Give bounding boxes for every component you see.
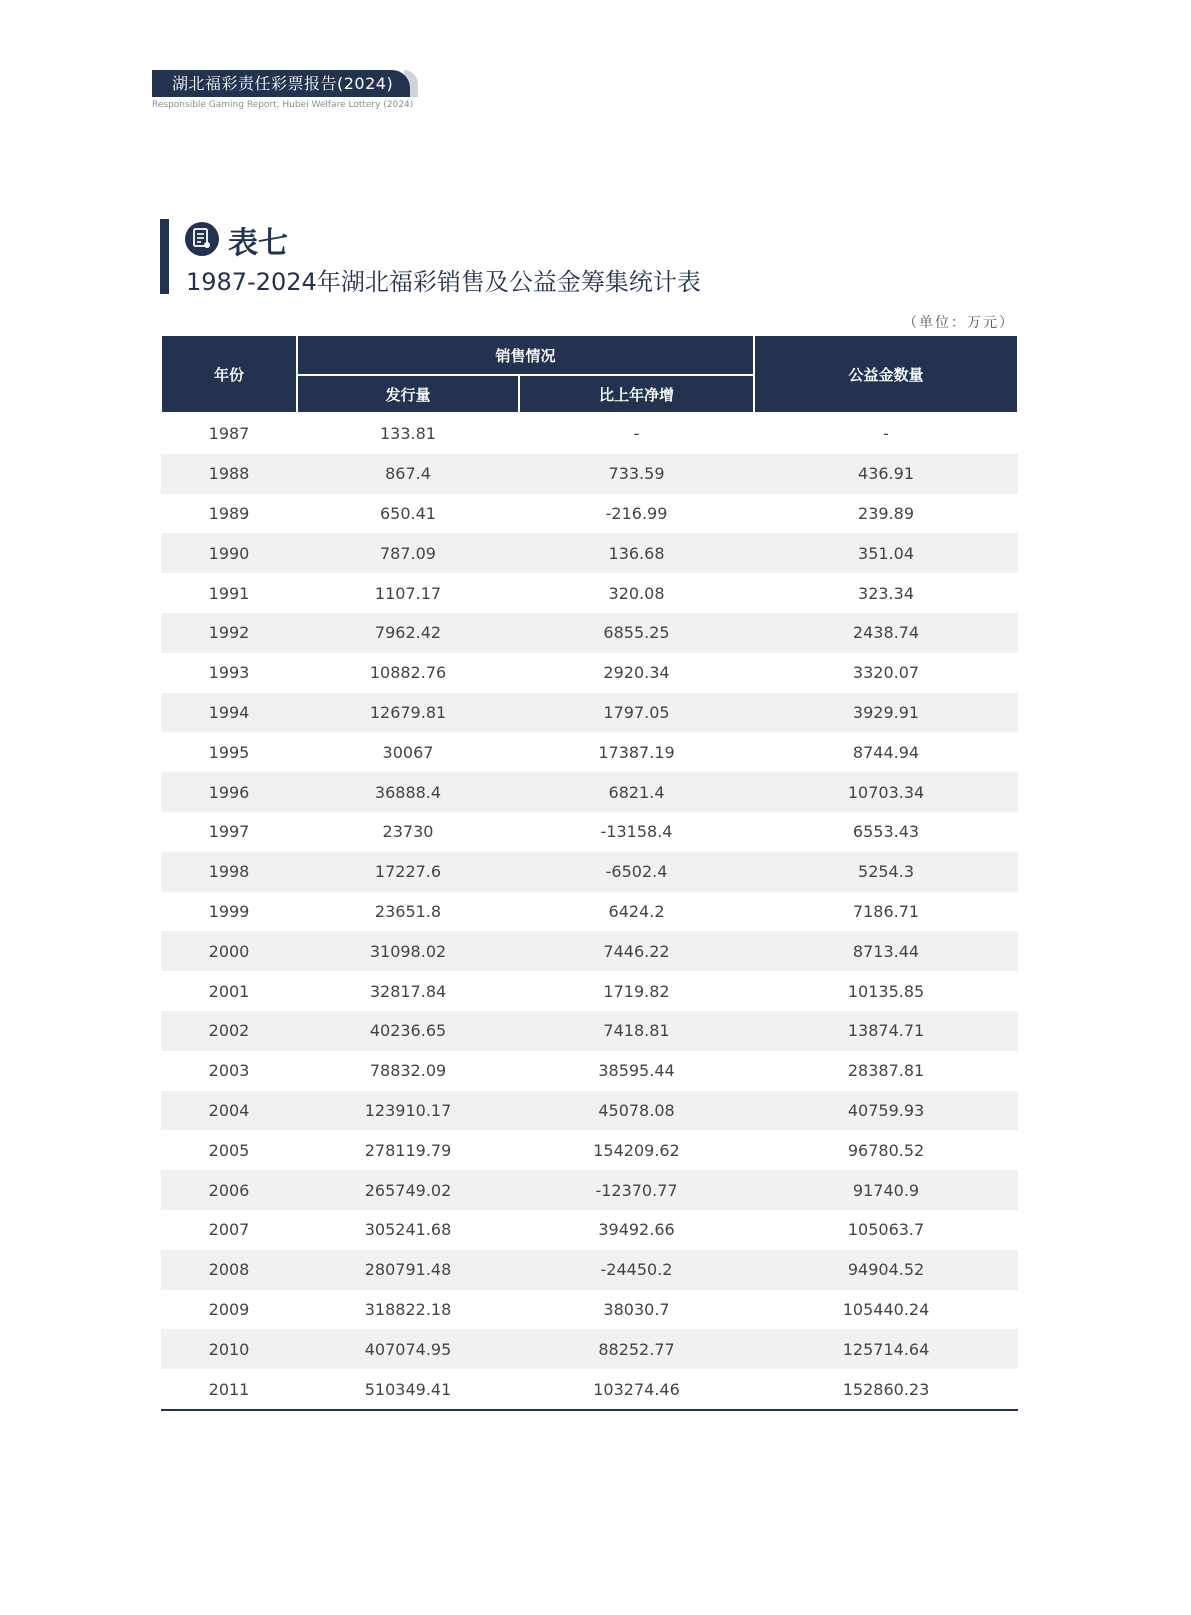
cell-growth: 154209.62: [593, 1140, 680, 1160]
table-row: [161, 494, 1018, 534]
cell-fund: 351.04: [754, 533, 1018, 573]
cell-issue: 650.41: [380, 503, 436, 523]
cell-issue: 17227.6: [297, 852, 519, 892]
table-row: [161, 693, 1018, 733]
table-row: [161, 1051, 1018, 1091]
cell-growth: 1719.82: [603, 981, 670, 1001]
cell-fund: 105440.24: [842, 1299, 930, 1319]
cell-fund: 91740.9: [754, 1170, 1018, 1210]
table-row: [161, 892, 1018, 932]
cell-issue: 510349.41: [297, 1369, 519, 1410]
cell-year: 1995: [208, 742, 250, 762]
cell-fund: 96780.52: [847, 1140, 925, 1160]
cell-fund: 323.34: [858, 583, 914, 603]
table-row: [161, 732, 1018, 772]
cell-issue: 123910.17: [297, 1091, 519, 1131]
cell-growth: 733.59: [519, 454, 754, 494]
table-row: [161, 812, 1018, 852]
cell-fund: 5254.3: [754, 852, 1018, 892]
cell-fund: 105063.7: [847, 1220, 925, 1240]
cell-growth: -12370.77: [519, 1170, 754, 1210]
cell-fund: 6553.43: [852, 822, 920, 842]
cell-year: 1996: [161, 772, 297, 812]
table-row: [161, 1250, 1018, 1290]
header-year: 年份: [161, 335, 297, 413]
cell-issue: 10882.76: [369, 663, 447, 683]
title-accent-bar: [160, 219, 169, 294]
table-row: [161, 772, 1018, 812]
cell-issue: 278119.79: [364, 1140, 452, 1160]
cell-fund: 94904.52: [754, 1250, 1018, 1290]
cell-fund: 2438.74: [754, 613, 1018, 653]
cell-fund: 239.89: [858, 503, 914, 523]
table-row: [161, 653, 1018, 693]
cell-issue: 7962.42: [297, 613, 519, 653]
table-row: [161, 1011, 1018, 1051]
cell-year: 1987: [208, 424, 250, 444]
cell-issue: 318822.18: [364, 1299, 452, 1319]
cell-year: 1993: [208, 663, 250, 683]
cell-fund: 8744.94: [852, 742, 920, 762]
cell-growth: 2920.34: [603, 663, 670, 683]
cell-issue: 407074.95: [297, 1329, 519, 1369]
cell-growth: 7446.22: [519, 931, 754, 971]
cell-year: 2005: [208, 1140, 250, 1160]
document-icon: [185, 222, 219, 256]
cell-fund: 7186.71: [852, 901, 920, 921]
cell-growth: 7418.81: [519, 1011, 754, 1051]
cell-issue: 280791.48: [297, 1250, 519, 1290]
table-row: [161, 413, 1018, 454]
cell-issue: 787.09: [297, 533, 519, 573]
cell-fund: 152860.23: [754, 1369, 1018, 1410]
cell-fund: 28387.81: [847, 1061, 925, 1081]
cell-year: 2003: [208, 1061, 250, 1081]
header-issue: 发行量: [297, 375, 519, 413]
cell-year: 1989: [208, 503, 250, 523]
cell-fund: 10703.34: [754, 772, 1018, 812]
cell-year: 2009: [208, 1299, 250, 1319]
cell-year: 1999: [208, 901, 250, 921]
cell-growth: 6821.4: [519, 772, 754, 812]
cell-year: 1992: [161, 613, 297, 653]
cell-growth: 17387.19: [598, 742, 675, 762]
table-row: [161, 454, 1018, 494]
table-title: 1987-2024年湖北福彩销售及公益金筹集统计表: [186, 268, 701, 296]
cell-fund: 13874.71: [754, 1011, 1018, 1051]
table-row: [161, 1170, 1018, 1210]
cell-issue: 867.4: [297, 454, 519, 494]
cell-issue: 305241.68: [364, 1220, 452, 1240]
table-row: [161, 613, 1018, 653]
cell-year: 1990: [161, 533, 297, 573]
cell-year: 1991: [208, 583, 250, 603]
cell-fund: 8713.44: [754, 931, 1018, 971]
cell-growth: -24450.2: [519, 1250, 754, 1290]
cell-issue: 32817.84: [369, 981, 447, 1001]
cell-year: 2006: [161, 1170, 297, 1210]
table-row: [161, 573, 1018, 613]
cell-fund: -: [883, 424, 889, 444]
cell-fund: 436.91: [754, 454, 1018, 494]
table-row: [161, 1329, 1018, 1369]
cell-issue: 23651.8: [374, 901, 442, 921]
header-sales-group: 销售情况: [297, 335, 754, 375]
cell-year: 2008: [161, 1250, 297, 1290]
cell-growth: 38030.7: [603, 1299, 670, 1319]
cell-fund: 3320.07: [852, 663, 920, 683]
cell-issue: 40236.65: [297, 1011, 519, 1051]
cell-year: 2011: [161, 1369, 297, 1410]
cell-issue: 30067: [382, 742, 434, 762]
cell-issue: 23730: [382, 822, 434, 842]
cell-growth: 88252.77: [519, 1329, 754, 1369]
cell-growth: -6502.4: [519, 852, 754, 892]
cell-growth: 1797.05: [519, 693, 754, 733]
table-row: [161, 1369, 1018, 1410]
cell-growth: 38595.44: [598, 1061, 675, 1081]
table-row: [161, 971, 1018, 1011]
cell-year: 1988: [161, 454, 297, 494]
cell-growth: 6855.25: [519, 613, 754, 653]
cell-growth: 45078.08: [519, 1091, 754, 1131]
cell-growth: 6424.2: [608, 901, 665, 921]
cell-year: 1998: [161, 852, 297, 892]
cell-issue: 36888.4: [297, 772, 519, 812]
cell-fund: 3929.91: [754, 693, 1018, 733]
cell-growth: 103274.46: [519, 1369, 754, 1410]
cell-fund: 40759.93: [754, 1091, 1018, 1131]
cell-issue: 12679.81: [297, 693, 519, 733]
statistics-table: [160, 334, 1019, 1411]
report-header-title: 湖北福彩责任彩票报告(2024): [152, 70, 410, 97]
report-header-subtitle: Responsible Gaming Report, Hubei Welfare Lottery (2024): [152, 100, 414, 110]
unit-note: （单位：万元）: [903, 315, 1015, 331]
cell-issue: 31098.02: [297, 931, 519, 971]
cell-year: 2000: [161, 931, 297, 971]
cell-year: 2007: [208, 1220, 250, 1240]
cell-year: 2004: [161, 1091, 297, 1131]
table-label: 表七: [228, 226, 288, 261]
header-fund: 公益金数量: [754, 335, 1018, 413]
cell-year: 2010: [161, 1329, 297, 1369]
cell-growth: -216.99: [605, 503, 668, 523]
cell-growth: 136.68: [519, 533, 754, 573]
cell-year: 2001: [208, 981, 250, 1001]
cell-growth: 320.08: [608, 583, 665, 603]
table-row: [161, 1290, 1018, 1330]
cell-issue: 265749.02: [297, 1170, 519, 1210]
cell-growth: 39492.66: [598, 1220, 675, 1240]
cell-issue: 1107.17: [374, 583, 442, 603]
table-row: [161, 1130, 1018, 1170]
cell-issue: 133.81: [380, 424, 436, 444]
table-row: [161, 931, 1018, 971]
table-row: [161, 1091, 1018, 1131]
cell-year: 1997: [208, 822, 250, 842]
table-row: [161, 1210, 1018, 1250]
cell-year: 1994: [161, 693, 297, 733]
table-row: [161, 533, 1018, 573]
table-row: [161, 852, 1018, 892]
cell-growth: -: [633, 424, 640, 444]
cell-fund: 10135.85: [847, 981, 925, 1001]
cell-year: 2002: [161, 1011, 297, 1051]
header-growth: 比上年净增: [519, 375, 754, 413]
cell-growth: -13158.4: [600, 822, 673, 842]
cell-issue: 78832.09: [369, 1061, 447, 1081]
cell-fund: 125714.64: [754, 1329, 1018, 1369]
